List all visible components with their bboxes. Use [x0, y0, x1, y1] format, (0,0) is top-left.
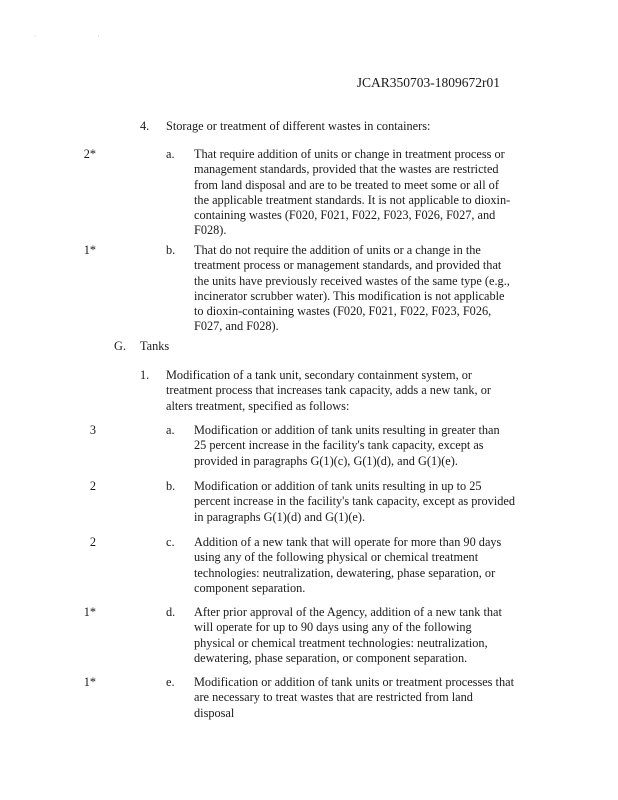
subitem-text: Modification or addition of tank units or treatment processes that are necessary to treat wastes that are restricted from land disposal	[194, 675, 514, 720]
item-g1-text: Modification of a tank unit, secondary containment system, or treatment process that increases tank capacity, adds a new tank, or alters treatment, specified as follows:	[166, 368, 491, 413]
class-marker: 1*	[83, 605, 96, 619]
subitem-letter: e.	[166, 675, 175, 689]
subitem-text: That require addition of units or change in treatment process or management standards, provided that the wastes are restricted from land disposal and are to be treated to meet some or all of the applicable treatment standards. It is not applicable to dioxin-containing wastes (F020, F021, F022, F023, F026, F027, and F028).	[194, 147, 511, 238]
section-g-title: Tanks	[140, 339, 170, 353]
class-marker: 2	[89, 535, 96, 549]
class-marker: 3	[89, 423, 96, 437]
subitem-letter: c.	[166, 535, 175, 549]
subitem-letter: b.	[166, 243, 176, 257]
subitem-text: Addition of a new tank that will operate for more than 90 days using any of the following physical or chemical treatment technologies: neutralization, dewatering, phase separation, or component separation.	[194, 535, 502, 595]
subitem-letter: a.	[166, 147, 175, 161]
item-g1-number: 1.	[140, 368, 150, 382]
class-marker: 1*	[83, 243, 96, 257]
subitem-letter: a.	[166, 423, 175, 437]
subitem-text: That do not require the addition of units or a change in the treatment process or management standards, and provided that the units have previously received wastes of the same type (e.g., incinerator scrubber water). This modification is not applicable to dioxin-containing wastes (F020, F021, F022, F023, F026, F027, and F028).	[194, 243, 510, 334]
subitem-text: Modification or addition of tank units resulting in greater than 25 percent increase in the facility's tank capacity, except as provided in paragraphs G(1)(c), G(1)(d), and G(1)(e).	[194, 423, 500, 468]
subitem-letter: b.	[166, 479, 176, 493]
section-g-letter: G.	[114, 339, 126, 353]
scan-specks: · ·	[34, 34, 130, 40]
item-4-number: 4.	[140, 119, 150, 133]
subitem-letter: d.	[166, 605, 176, 619]
item-4-text: Storage or treatment of different wastes in containers:	[166, 119, 431, 133]
document-id: JCAR350703-1809672r01	[356, 75, 500, 90]
class-marker: 2*	[83, 147, 96, 161]
class-marker: 1*	[83, 675, 96, 689]
class-marker: 2	[89, 479, 96, 493]
subitem-text: After prior approval of the Agency, addition of a new tank that will operate for up to 90 days using any of the following physical or chemical treatment technologies: neutralization, dewatering, phase separation, or component separation.	[194, 605, 502, 665]
subitem-text: Modification or addition of tank units resulting in up to 25 percent increase in the facility's tank capacity, except as provided in paragraphs G(1)(d) and G(1)(e).	[194, 479, 515, 524]
